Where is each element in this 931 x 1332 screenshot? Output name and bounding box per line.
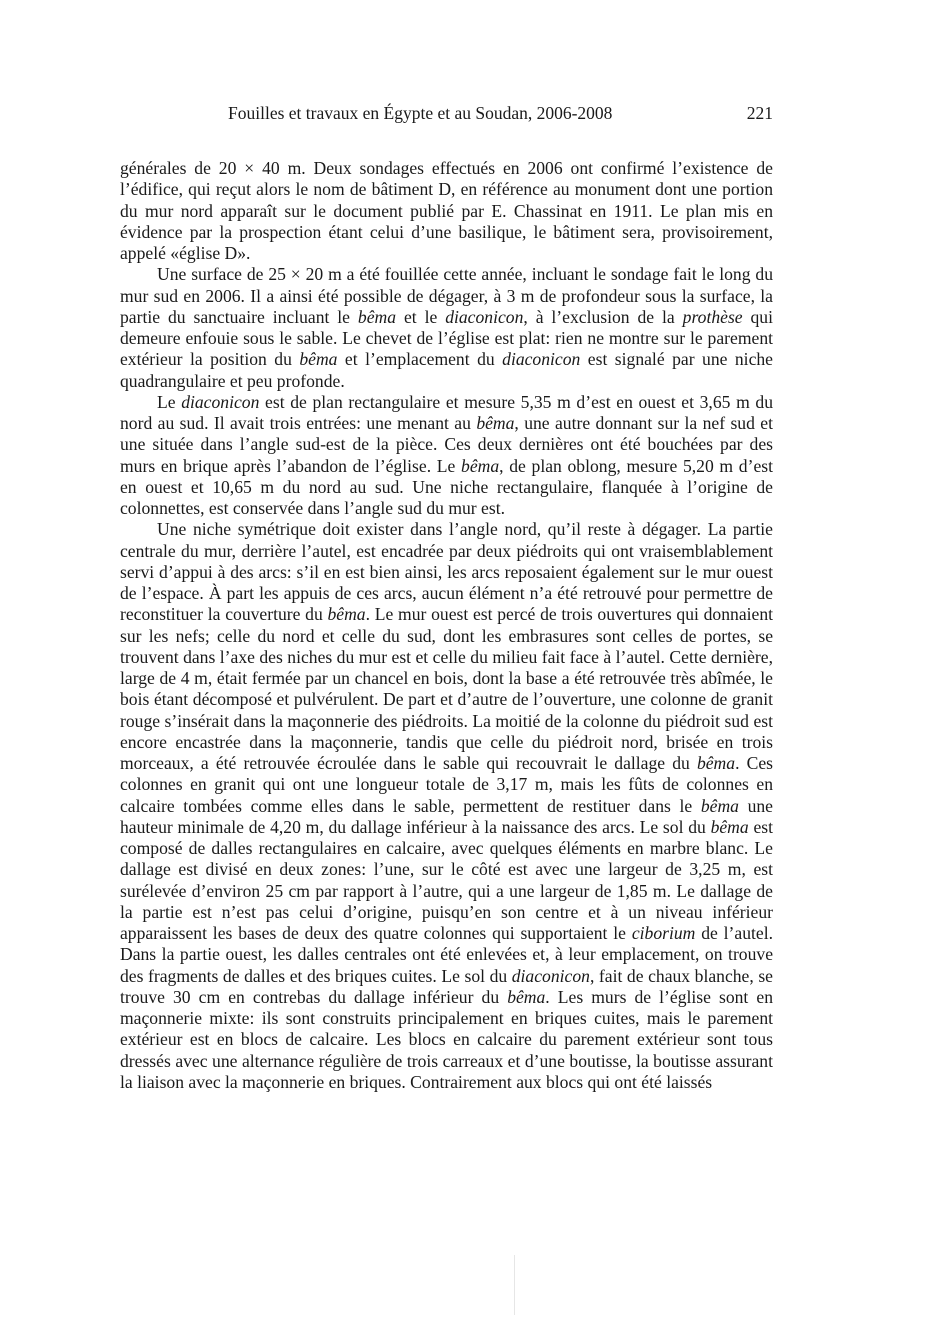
italic-term: bêma [461, 455, 500, 476]
italic-term: diaconicon [445, 306, 524, 327]
italic-term: bêma [357, 306, 397, 327]
text-run: , à l’exclusion de la [523, 306, 683, 327]
text-run: , de plan oblong, mesure 5,20 m d’est en ouest et 10,65 m du nord au sud. Une niche rectangulaire, flanquée à l’origine de colonnettes, est conservée dans l’angle sud du mur est. [120, 455, 773, 518]
text-run: , fait de chaux blanche, se trouve 30 cm en contrebas du dallage inférieur du [120, 965, 773, 1007]
italic-term: bêma [710, 816, 749, 837]
text-run: . Ces colonnes en granit qui ont une longueur totale de 3,17 m, mais les fûts de colonnes en calcaire tombées comme elles dans le sable, permettent de restituer dans le [120, 753, 773, 816]
italic-term: diaconicon [502, 349, 581, 370]
italic-term: diaconicon [181, 391, 260, 412]
text-run: une hauteur minimale de 4,20 m, du dallage inférieur à la naissance des arcs. Le sol du [120, 795, 773, 837]
italic-term: diaconicon [511, 965, 590, 986]
text-run: est composé de dalles rectangulaires en calcaire, avec quelques éléments en marbre blanc. Le dallage est divisé en deux zones: l’une, sur le côté est avec une largeur de 3,25 m, est surélevée d’environ 25 cm par rapport à l’autre, qui a une largeur de 1,85 m. Le dallage de la partie est n’est pas celui d’origine, puisqu’en son centre et à un niveau inférieur apparaissent les bases de deux des quatre colonnes qui supportaient le [120, 816, 773, 943]
text-run: Une surface de 25 × 20 m a été fouillée cette année, incluant le sondage fait le long du mur sud en 2006. Il a ainsi été possible de dégager, à 3 m de profondeur sous la surface, la partie du sanctuaire incluant le [120, 264, 773, 327]
text-run: . Le mur ouest est percé de trois ouvertures qui donnaient sur les nefs; celle du nord et celle du sud, dont les embrasures sont celles de portes, se trouvent dans l’axe des niches du mur est et celle du milieu fait face à l’autel. Cette dernière, large de 4 m, était fermée par un chancel en bois, dont la base a été retrouvée très abîmée, le bois étant décomposé et pulvérulent. De part et d’autre de l’ouverture, une colonne de granit rouge s’insérait dans la maçonnerie des piédroits. La moitié de la colonne du piédroit sud est encore encastrée dans la maçonnerie, tandis que celle du piédroit nord, brisée en trois morceaux, a été retrouvée écroulée dans le sable qui recouvrait le dallage du [120, 604, 774, 773]
body-text [120, 158, 773, 1093]
running-header [120, 103, 773, 127]
italic-term: bêma [700, 795, 739, 816]
text-run: . Les murs de l’église sont en maçonnerie mixte: ils sont construits principalement en briques cuites, mais le parement extérieur est en blocs de calcaire. Les blocs en calcaire du parement extérieur sont tous dressés avec une alternance régulière de trois carreaux et d’une boutisse, la boutisse assurant la liaison avec la maçonnerie en briques. Contrairement aux blocs qui ont été laissés [120, 986, 773, 1092]
italic-term: bêma [327, 604, 366, 625]
italic-term: bêma [299, 349, 338, 370]
italic-term: bêma [507, 986, 546, 1007]
text-run: Le [157, 391, 182, 412]
scan-artifact-line [514, 1255, 515, 1315]
italic-term: bêma [476, 413, 515, 433]
paragraph [120, 264, 773, 392]
paragraph [120, 158, 773, 264]
page-number: 221 [746, 103, 773, 123]
text-run: , une autre donnant sur la nef sud et une située dans l’angle sud-est de la pièce. Ces deux dernières ont été bouchées par des murs en brique après l’abandon de l’église. Le [120, 413, 773, 476]
running-title: Fouilles et travaux en Égypte et au Soudan, 2006-2008 [228, 103, 613, 123]
paragraph [120, 519, 773, 1093]
italic-term: ciborium [631, 923, 696, 943]
text-run: et l’emplacement du [337, 349, 503, 370]
italic-term: bêma [696, 753, 736, 773]
text-run: générales de 20 × 40 m. Deux sondages effectués en 2006 ont confirmé l’existence de l’édifice, qui reçut alors le nom de bâtiment D, en référence au monument dont une portion du mur nord apparaît sur le document publié par E. Chassinat en 1911. Le plan mis en évidence par la prospection étant celui d’une basilique, le bâtiment sera, provisoirement, appelé «église D». [120, 158, 773, 263]
text-run: et le [396, 306, 446, 327]
italic-term: prothèse [682, 306, 743, 327]
text-run: est de plan rectangulaire et mesure 5,35 m d’est en ouest et 3,65 m du nord au sud. Il avait trois entrées: une menant au [120, 391, 773, 433]
text-run: qui demeure enfouie sous le sable. Le chevet de l’église est plat: rien ne montre sur le parement extérieur la position du [120, 306, 773, 370]
text-run: Une niche symétrique doit exister dans l’angle nord, qu’il reste à dégager. La partie centrale du mur, derrière l’autel, est encadrée par deux piédroits qui ont vraisemblablement servi d’appui à des arcs: s’il en est bien ainsi, les arcs reposaient également sur le mur ouest de l’espace. À part les appuis de ces arcs, aucun élément n’a été retrouvé pour permettre de reconstituer la couverture du [120, 519, 773, 625]
text-run: de l’autel. Dans la partie ouest, les dalles centrales ont été enlevées et, à leur emplacement, on trouve des fragments de dalles et des briques cuites. Le sol du [120, 923, 773, 986]
paragraph [120, 392, 773, 520]
text-run: est signalé par une niche quadrangulaire et peu profonde. [120, 349, 773, 391]
